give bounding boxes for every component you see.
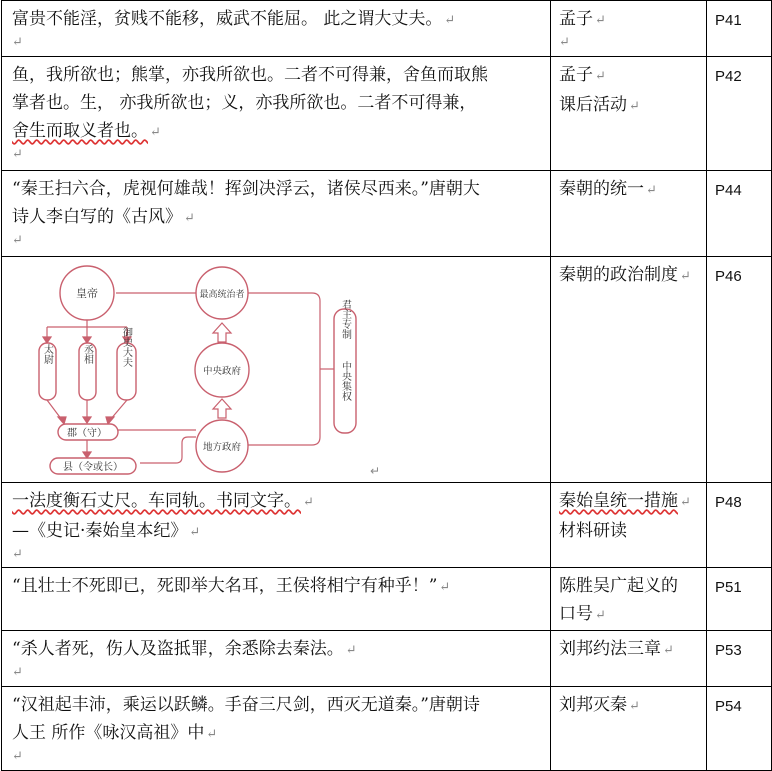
paragraph-mark-icon: ↵	[206, 727, 218, 742]
table-row	[2, 687, 772, 771]
table-row	[2, 483, 772, 568]
supreme-ruler-label: 最高统治者	[199, 290, 245, 300]
autocracy-label: 君主专制	[339, 299, 351, 339]
paragraph-mark-icon: ↵	[629, 699, 640, 714]
paragraph-mark-icon: ↵	[12, 147, 23, 162]
table-row	[2, 1, 772, 57]
paragraph-mark-icon: ↵	[12, 665, 23, 680]
topic-line: 秦始皇统一措施	[559, 491, 678, 511]
paragraph-mark-icon: ↵	[629, 99, 640, 114]
quote-cell	[2, 1, 551, 57]
quote-line: “秦王扫六合，虎视何雄哉！挥剑决浮云，诸侯尽西来。”唐朝大	[12, 179, 480, 199]
paragraph-mark-icon: ↵	[680, 495, 691, 510]
topic-line: 孟子	[559, 65, 593, 85]
paragraph-mark-icon: ↵	[439, 580, 451, 595]
paragraph-mark-icon: ↵	[595, 69, 606, 84]
quote-cell	[2, 631, 551, 687]
topic-cell	[551, 483, 707, 568]
quote-line: 舍生而取义者也。	[12, 121, 148, 141]
topic-cell	[551, 57, 707, 171]
qin-political-system-diagram	[2, 257, 550, 482]
paragraph-mark-icon: ↵	[12, 233, 23, 248]
table-row	[2, 568, 772, 631]
paragraph-mark-icon: ↵	[444, 13, 456, 28]
page-cell: P53	[707, 631, 772, 687]
table-row	[2, 257, 772, 483]
paragraph-mark-icon: ↵	[189, 525, 201, 540]
paragraph-mark-icon: ↵	[303, 495, 314, 510]
quote-line: 一法度衡石丈尺。车同轨。书同文字。	[12, 491, 301, 511]
quote-line: 人王 所作《咏汉高祖》中	[12, 723, 205, 743]
yushi-label: 御史大夫	[120, 327, 132, 367]
paragraph-mark-icon: ↵	[184, 211, 195, 226]
quote-cell	[2, 568, 551, 631]
emperor-label: 皇帝	[76, 287, 98, 300]
table-row	[2, 171, 772, 257]
topic-cell	[551, 631, 707, 687]
quote-line: “杀人者死，伤人及盗抵罪，余悉除去秦法。	[12, 639, 344, 659]
topic-line: 刘邦约法三章	[559, 639, 661, 659]
quote-line: “汉祖起丰沛，乘运以跃鳞。手奋三尺剑，西灭无道秦。”唐朝诗	[12, 695, 480, 715]
topic-line: 陈胜吴广起义的	[559, 576, 678, 596]
topic-line: 秦朝的政治制度	[559, 265, 678, 285]
quote-line: “且壮士不死即已，死即举大名耳，王侯将相宁有种乎！”	[12, 576, 438, 596]
reference-table	[1, 0, 772, 771]
quote-cell	[2, 171, 551, 257]
paragraph-mark-icon: ↵	[12, 35, 23, 50]
topic-cell	[551, 257, 707, 483]
quote-line: —《史记·秦始皇本纪》	[12, 521, 188, 541]
quote-line: 鱼，我所欲也；熊掌，亦我所欲也。二者不可得兼，舍鱼而取熊	[12, 65, 488, 85]
table-row	[2, 631, 772, 687]
topic-line: 材料研读	[559, 521, 627, 541]
diagram-cell	[2, 257, 551, 483]
page-cell: P51	[707, 568, 772, 631]
quote-cell	[2, 57, 551, 171]
topic-line: 刘邦灭秦	[559, 695, 627, 715]
paragraph-mark-icon: ↵	[663, 643, 674, 658]
topic-cell	[551, 568, 707, 631]
paragraph-mark-icon: ↵	[12, 749, 23, 764]
page-cell: P41	[707, 1, 772, 57]
paragraph-mark-icon: ↵	[12, 547, 23, 562]
chengxiang-label: 丞相	[81, 344, 93, 364]
quote-line: 掌者也。生， 亦我所欲也；义，亦我所欲也。二者不可得兼，	[12, 93, 477, 113]
topic-line: 孟子	[559, 9, 593, 29]
paragraph-mark-icon: ↵	[370, 464, 381, 478]
paragraph-mark-icon: ↵	[595, 13, 606, 28]
page-cell: P46	[707, 257, 772, 483]
quote-cell	[2, 687, 551, 771]
topic-line: 课后活动	[559, 95, 627, 115]
quote-line: 诗人李白写的《古风》	[12, 207, 182, 227]
topic-cell	[551, 171, 707, 257]
central-gov-label: 中央政府	[202, 366, 242, 377]
topic-line: 秦朝的统一	[559, 179, 644, 199]
centralization-label: 中央集权	[339, 361, 351, 401]
paragraph-mark-icon: ↵	[595, 608, 606, 623]
page-cell: P48	[707, 483, 772, 568]
topic-cell	[551, 687, 707, 771]
paragraph-mark-icon: ↵	[345, 643, 357, 658]
commandery-label: 郡（守）	[67, 428, 107, 439]
paragraph-mark-icon: ↵	[559, 35, 570, 50]
topic-line: 口号	[559, 604, 593, 624]
local-gov-label: 地方政府	[202, 442, 242, 453]
paragraph-mark-icon: ↵	[150, 125, 161, 140]
page-cell: P54	[707, 687, 772, 771]
table-row	[2, 57, 772, 171]
taiwei-label: 太尉	[41, 344, 53, 364]
paragraph-mark-icon: ↵	[646, 183, 657, 198]
quote-line: 富贵不能淫，贫贱不能移，威武不能屈。 此之谓大丈夫。	[12, 9, 443, 29]
topic-cell	[551, 1, 707, 57]
quote-cell	[2, 483, 551, 568]
paragraph-mark-icon: ↵	[680, 269, 691, 284]
county-label: 县（令或长）	[63, 462, 123, 473]
page-cell: P42	[707, 57, 772, 171]
page-cell: P44	[707, 171, 772, 257]
